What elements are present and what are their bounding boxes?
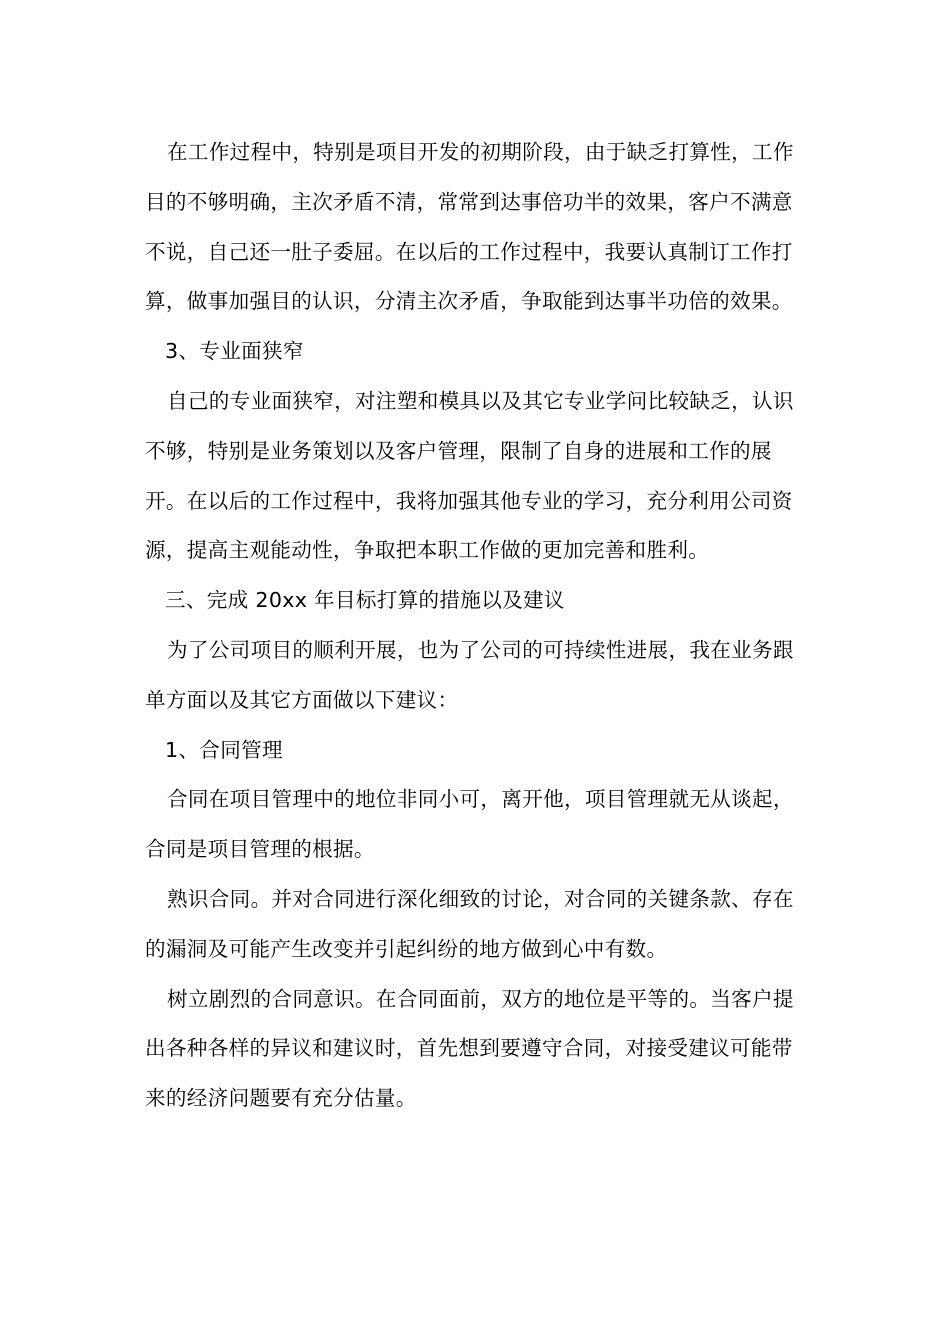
paragraph: 自己的专业面狭窄，对注塑和模具以及其它专业学问比较缺乏，认识不够，特别是业务策划以及客户管理，限制了自身的进展和工作的展开。在以后的工作过程中，我将加强其他专业的学习，充分利用公司资源，提高主观能动性，争取把本职工作做的更加完善和胜利。: [145, 388, 794, 563]
document-body: [145, 128, 807, 1124]
section-heading: 3、专业面狭窄: [165, 339, 304, 364]
section-heading: 1、合同管理: [165, 737, 283, 762]
paragraph: 合同在项目管理中的地位非同小可，离开他，项目管理就无从谈起，合同是项目管理的根据。: [145, 787, 794, 862]
paragraph: 熟识合同。并对合同进行深化细致的讨论，对合同的关键条款、存在的漏洞及可能产生改变并引起纠纷的地方做到心中有数。: [145, 886, 794, 961]
paragraph: 为了公司项目的顺利开展，也为了公司的可持续性进展，我在业务跟单方面以及其它方面做以下建议：: [145, 637, 794, 712]
paragraph: 在工作过程中，特别是项目开发的初期阶段，由于缺乏打算性，工作目的不够明确，主次矛盾不清，常常到达事倍功半的效果，客户不满意不说，自己还一肚子委屈。在以后的工作过程中，我要认真制订工作打算，做事加强目的认识，分清主次矛盾，争取能到达事半功倍的效果。: [145, 140, 794, 314]
section-heading: 三、完成 20xx 年目标打算的措施以及建议: [165, 588, 565, 613]
paragraph: 树立剧烈的合同意识。在合同面前，双方的地位是平等的。当客户提出各种各样的异议和建议时，首先想到要遵守合同，对接受建议可能带来的经济问题要有充分估量。: [145, 986, 794, 1111]
